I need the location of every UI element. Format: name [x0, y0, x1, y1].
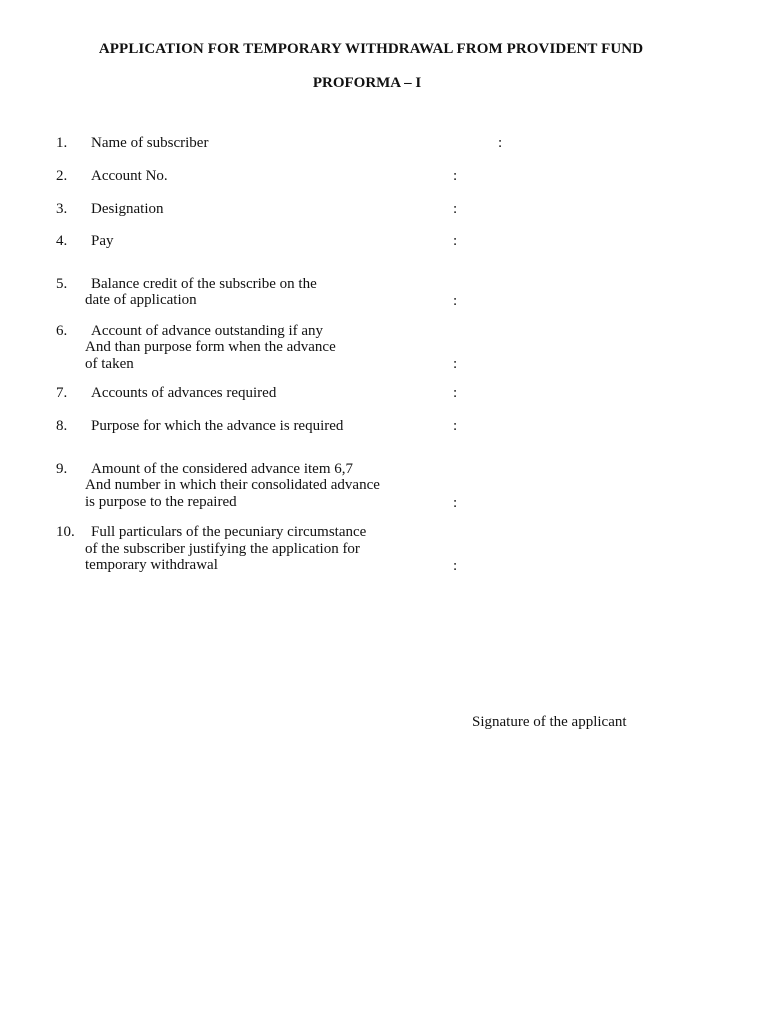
- item-1-colon: :: [498, 135, 503, 151]
- item-1-number: 1.: [56, 135, 68, 151]
- item-10-number: 10.: [56, 524, 75, 540]
- item-5-number: 5.: [56, 276, 68, 292]
- item-4-label: Pay: [91, 233, 114, 249]
- item-6-label-line-3: of taken: [85, 356, 134, 372]
- item-10-label-line-3: temporary withdrawal: [85, 557, 218, 573]
- item-6-label-line-1: Account of advance outstanding if any: [91, 323, 324, 339]
- item-10-label-line-1: Full particulars of the pecuniary circumstance: [91, 524, 367, 540]
- item-6-label-line-2: And than purpose form when the advance: [85, 339, 336, 355]
- signature-label: Signature of the applicant: [472, 714, 627, 730]
- item-4-colon: :: [453, 233, 458, 249]
- item-5-label-line-1: Balance credit of the subscribe on the: [91, 276, 317, 292]
- item-8-label: Purpose for which the advance is required: [91, 418, 344, 434]
- item-9-label-line-3: is purpose to the repaired: [85, 494, 237, 510]
- item-9-label-line-2: And number in which their consolidated advance: [85, 477, 380, 493]
- item-2-label: Account No.: [91, 168, 168, 184]
- form-subtitle: PROFORMA – I: [312, 75, 422, 91]
- item-3-colon: :: [453, 201, 458, 217]
- item-6-number: 6.: [56, 323, 68, 339]
- item-3-label: Designation: [91, 201, 164, 217]
- item-10-label-line-2: of the subscriber justifying the application for: [85, 541, 360, 557]
- form-title: APPLICATION FOR TEMPORARY WITHDRAWAL FROM PROVIDENT FUND: [98, 41, 644, 57]
- item-8-colon: :: [453, 418, 458, 434]
- item-3-number: 3.: [56, 201, 68, 217]
- item-9-colon: :: [453, 495, 458, 511]
- item-9-label-line-1: Amount of the considered advance item 6,7: [91, 461, 354, 477]
- item-6-colon: :: [453, 356, 458, 372]
- item-7-colon: :: [453, 385, 458, 401]
- item-7-label: Accounts of advances required: [91, 385, 277, 401]
- item-8-number: 8.: [56, 418, 68, 434]
- item-7-number: 7.: [56, 385, 68, 401]
- item-5-label-line-2: date of application: [85, 292, 197, 308]
- item-2-colon: :: [453, 168, 458, 184]
- item-4-number: 4.: [56, 233, 68, 249]
- item-10-colon: :: [453, 558, 458, 574]
- item-5-colon: :: [453, 293, 458, 309]
- item-1-label: Name of subscriber: [91, 135, 209, 151]
- item-9-number: 9.: [56, 461, 68, 477]
- item-2-number: 2.: [56, 168, 68, 184]
